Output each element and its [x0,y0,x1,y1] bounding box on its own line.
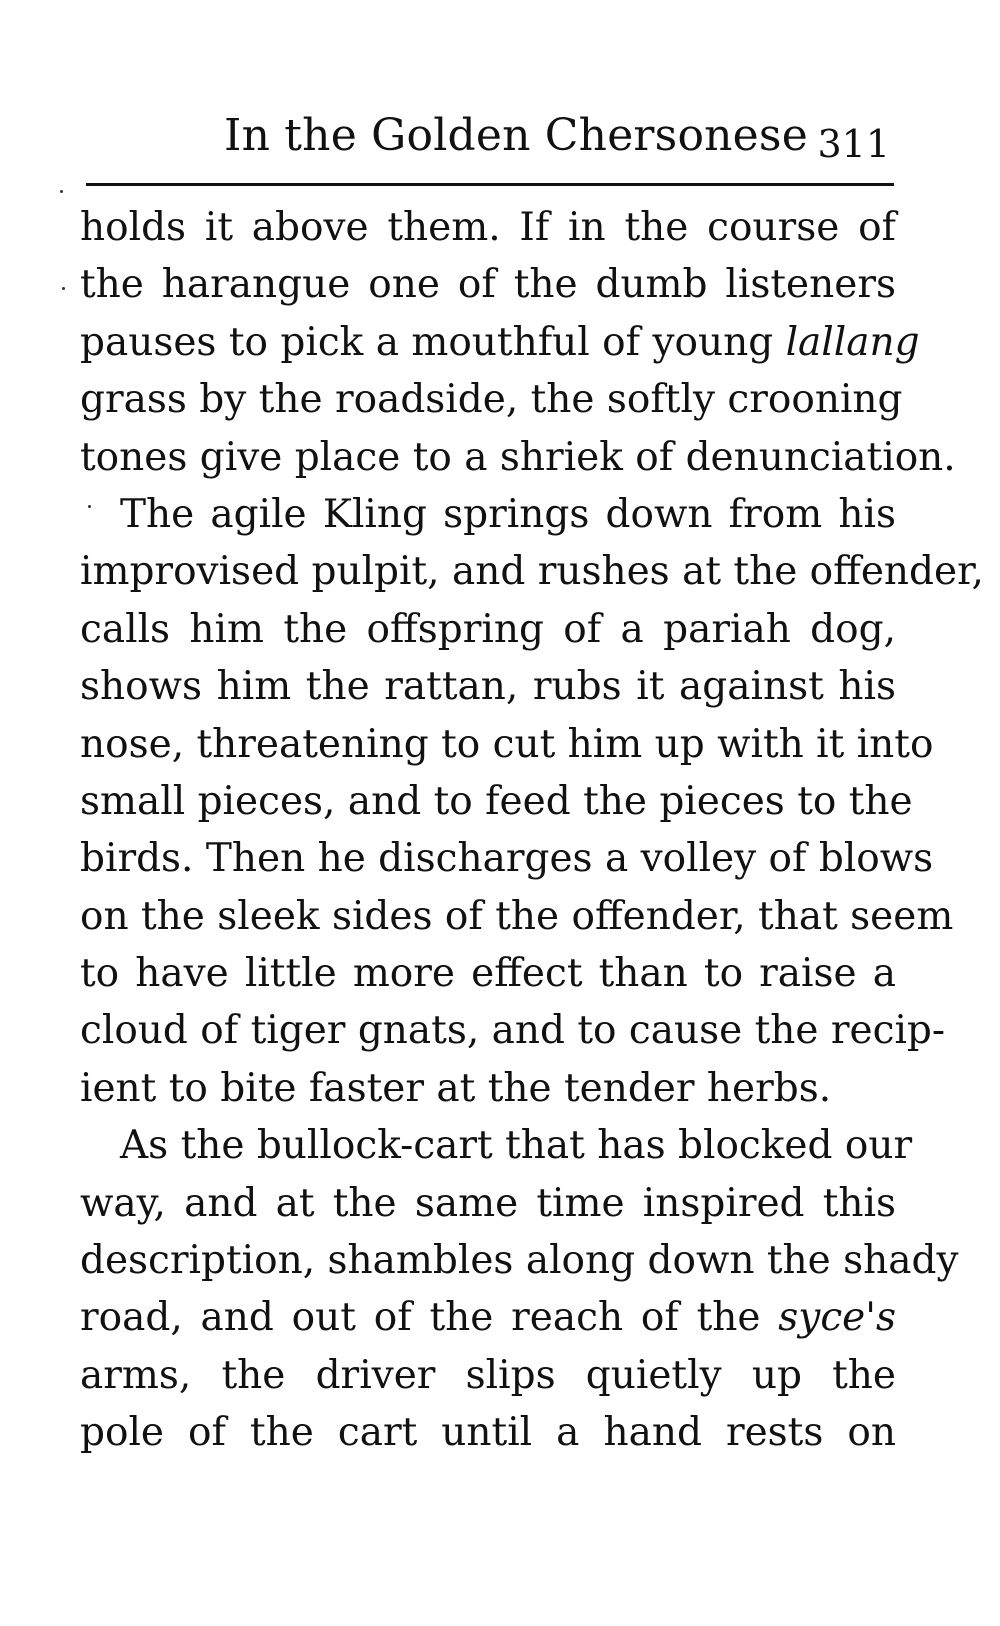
text-line: to have little more effect than to raise a [80,951,896,997]
text-line: improvised pulpit, and rushes at the offender, [80,549,984,595]
running-title: In the Golden Chersonese [224,110,808,161]
scan-speck [88,505,91,508]
text-line [80,1289,896,1346]
text-line: cloud of tiger gnats, and to cause the recip- [80,1008,946,1054]
text-line: holds it above them. If in the course of [80,205,896,250]
text-line: tones give place to a shriek of denunciation. [80,434,956,480]
text-line: pole of the cart until a hand rests on [80,1410,896,1456]
text-line: calls him the offspring of a pariah dog, [80,606,896,652]
scan-speck [62,287,65,290]
italic-term: syce's [778,1295,896,1341]
text-line: on the sleek sides of the offender, that seem [80,893,954,939]
paragraph-start-line: As the bullock-cart that has blocked our [120,1123,913,1169]
scan-speck [60,190,63,193]
text-line: nose, threatening to cut him up with it into [80,721,934,767]
text-line: ient to bite faster at the tender herbs. [80,1065,832,1111]
text-line-segment: road, and out of the reach of the [80,1295,779,1341]
text-line: grass by the roadside, the softly crooning [80,377,903,423]
text-line: small pieces, and to feed the pieces to the [80,778,913,824]
text-line: shows him the rattan, rubs it against his [80,664,896,710]
text-line: description, shambles along down the shady [80,1238,959,1284]
italic-term: lallang [785,319,920,365]
body-text [80,199,984,1599]
page-number: 311 [817,122,890,166]
running-header [84,108,896,178]
text-line: arms, the driver slips quietly up the [80,1352,896,1398]
text-line: the harangue one of the dumb listeners [80,262,896,308]
paragraph-start-line: The agile Kling springs down from his [120,491,896,537]
text-line: way, and at the same time inspired this [80,1180,896,1226]
text-line: birds. Then he discharges a volley of blows [80,836,934,882]
text-line [80,314,920,371]
header-rule [86,183,894,186]
text-line-segment: pauses to pick a mouthful of young [80,319,786,365]
